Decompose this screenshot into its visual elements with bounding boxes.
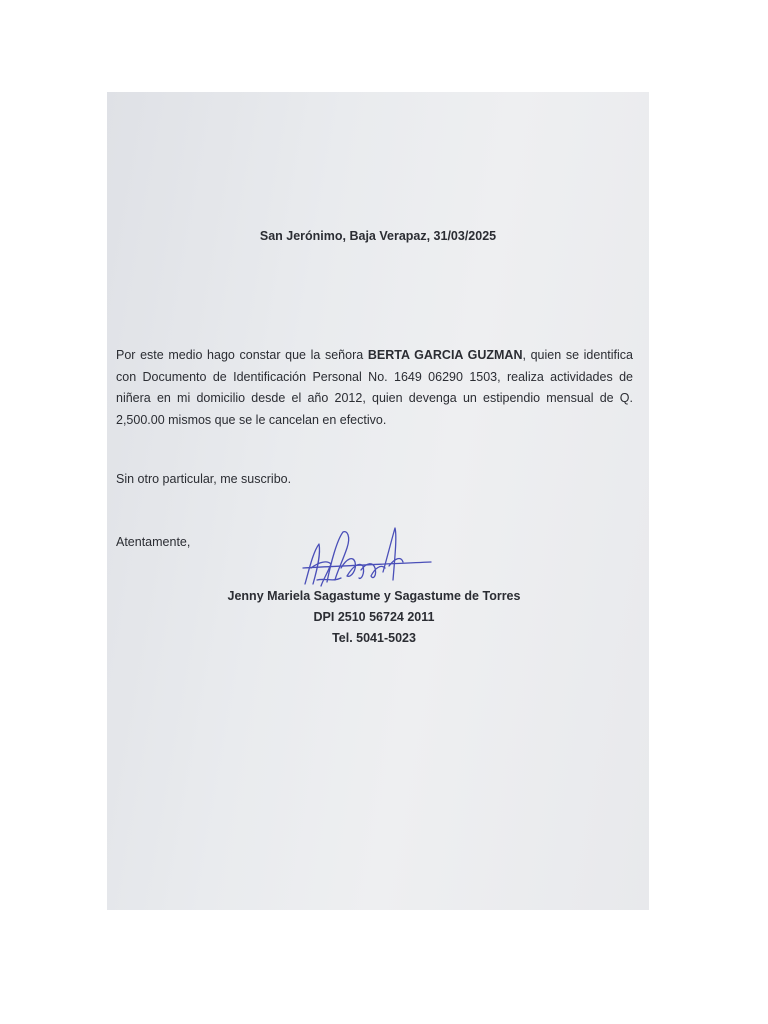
signer-name: Jenny Mariela Sagastume y Sagastume de Torres	[227, 589, 521, 603]
signer-dpi: DPI 2510 56724 2011	[313, 610, 435, 624]
handwritten-signature	[297, 522, 437, 597]
greeting-line: Atentamente,	[116, 535, 191, 549]
body-text-part2: , quien se identifica con Documento de Identificación Personal No. 1649 06290 1503, realiza actividades de niñera en mi domicilio desde el año 2012, quien devenga un estipendio mensual de Q. 2,500.00 mismos que se le cancelan en efectivo.	[116, 348, 633, 427]
employee-name: BERTA GARCIA GUZMAN	[367, 348, 523, 362]
closing-line: Sin otro particular, me suscribo.	[116, 472, 292, 486]
signer-phone: Tel. 5041-5023	[332, 631, 416, 645]
date-line: San Jerónimo, Baja Verapaz, 31/03/2025	[259, 229, 497, 243]
body-paragraph	[116, 345, 633, 431]
body-text-part1: Por este medio hago constar que la señora	[116, 348, 368, 362]
document-page	[107, 92, 649, 910]
